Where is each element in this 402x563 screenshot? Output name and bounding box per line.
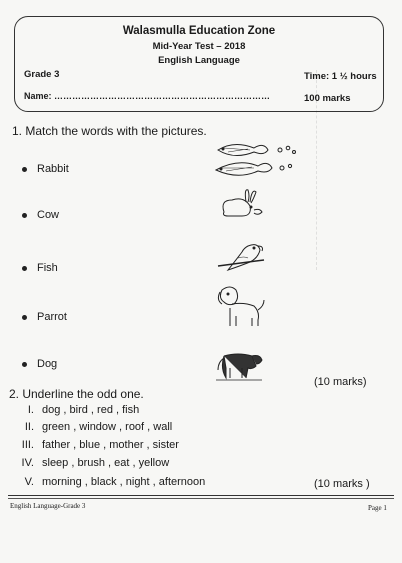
header-box bbox=[14, 16, 384, 112]
name-field: Name: ……………………………………………………………… bbox=[24, 91, 271, 101]
odd-one-row-5 bbox=[8, 476, 205, 488]
fish-picture-icon bbox=[210, 138, 302, 180]
footer-page-number: Page 1 bbox=[368, 504, 387, 512]
roman-numeral: IV. bbox=[21, 457, 34, 469]
question-2-title: 2. Underline the odd one. bbox=[9, 387, 144, 401]
word-list: morning , black , night , afternoon bbox=[42, 476, 206, 488]
subject-title: English Language bbox=[158, 55, 240, 66]
odd-one-row-1 bbox=[8, 404, 139, 416]
footer-rule bbox=[8, 495, 394, 496]
rabbit-picture-icon bbox=[214, 186, 266, 222]
bullet-icon bbox=[22, 167, 27, 172]
word-list: father , blue , mother , sister bbox=[42, 439, 179, 451]
parrot-picture-icon bbox=[214, 236, 270, 278]
dog-picture-icon bbox=[214, 284, 266, 330]
bullet-icon bbox=[22, 362, 27, 367]
test-title: Mid-Year Test – 2018 bbox=[152, 41, 246, 52]
zone-title: Walasmulla Education Zone bbox=[122, 25, 276, 37]
word-rabbit: Rabbit bbox=[22, 163, 69, 175]
cow-picture-icon bbox=[212, 346, 264, 382]
footer-rule-thin bbox=[8, 498, 394, 499]
word-list: dog , bird , red , fish bbox=[42, 404, 140, 416]
word-dog: Dog bbox=[22, 358, 57, 370]
word-cow: Cow bbox=[22, 209, 59, 221]
bullet-icon bbox=[22, 266, 27, 271]
word-parrot: Parrot bbox=[22, 311, 67, 323]
odd-one-row-3 bbox=[8, 439, 179, 451]
bullet-icon bbox=[22, 315, 27, 320]
roman-numeral: II. bbox=[24, 421, 34, 433]
grade-label: Grade 3 bbox=[24, 69, 60, 80]
word-list: sleep , brush , eat , yellow bbox=[42, 457, 170, 469]
odd-one-row-4 bbox=[8, 457, 169, 469]
total-marks: 100 marks bbox=[304, 93, 351, 104]
question-1-marks: (10 marks) bbox=[314, 376, 367, 388]
roman-numeral: III. bbox=[21, 439, 34, 451]
question-1-title: 1. Match the words with the pictures. bbox=[12, 124, 207, 138]
word-fish: Fish bbox=[22, 262, 58, 274]
roman-numeral: V. bbox=[24, 476, 34, 488]
odd-one-row-2 bbox=[8, 421, 172, 433]
question-2-marks: (10 marks ) bbox=[314, 478, 370, 490]
word-list: green , window , roof , wall bbox=[42, 421, 173, 433]
footer-left: English Language-Grade 3 bbox=[10, 502, 86, 510]
bullet-icon bbox=[22, 213, 27, 218]
roman-numeral: I. bbox=[27, 404, 34, 416]
time-label: Time: 1 ½ hours bbox=[304, 71, 377, 82]
